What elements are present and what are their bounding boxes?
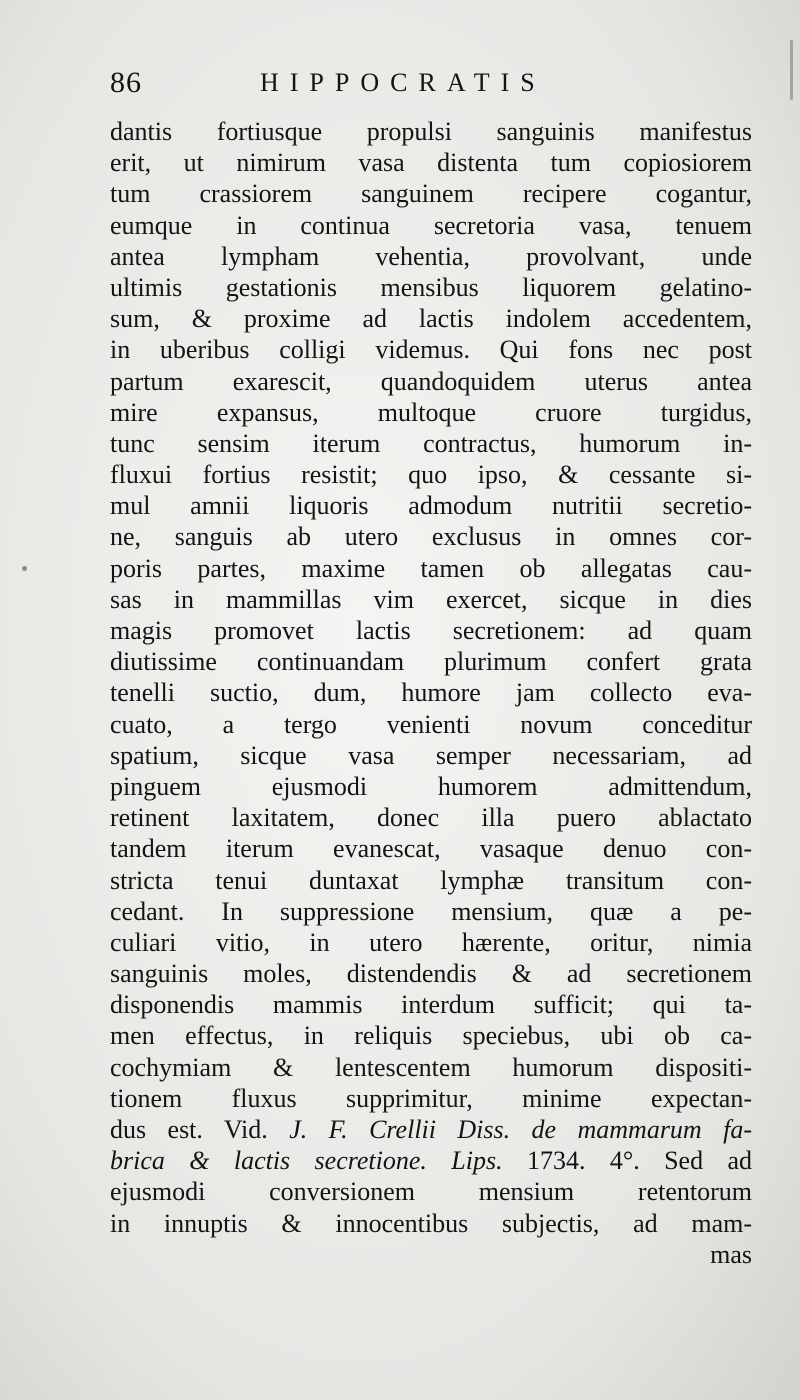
text-line: diutissime continuandam plurimum confert grata bbox=[110, 647, 752, 677]
text-line: men effectus, in reliquis speciebus, ubi ob ca- bbox=[110, 1021, 752, 1051]
text-line: in uberibus colligi videmus. Qui fons nec post bbox=[110, 335, 752, 365]
text-line: tunc sensim iterum contractus, humorum in- bbox=[110, 428, 752, 458]
citation-italic: brica & lactis secretione. Lips. bbox=[110, 1146, 503, 1176]
body-text bbox=[110, 116, 752, 1270]
text-line: mul amnii liquoris admodum nutritii secretio- bbox=[110, 491, 752, 521]
text-line: ne, sanguis ab utero exclusus in omnes cor- bbox=[110, 522, 752, 552]
text-line: magis promovet lactis secretionem: ad quam bbox=[110, 616, 752, 645]
text-line: fluxui fortius resistit; quo ipso, & cessante si- bbox=[110, 460, 752, 490]
text-line: cochymiam & lentescentem humorum dispositi- bbox=[110, 1052, 752, 1082]
citation-line bbox=[110, 1114, 752, 1145]
citation-line bbox=[110, 1145, 752, 1176]
text-line: tionem fluxus supprimitur, minime expectan- bbox=[110, 1083, 752, 1113]
page-header bbox=[110, 66, 670, 106]
text-line: culiari vitio, in utero hærente, oritur, nimia bbox=[110, 927, 752, 957]
text-line: tum crassiorem sanguinem recipere cogantur, bbox=[110, 179, 752, 209]
page-number: 86 bbox=[110, 66, 142, 99]
text-line: antea lympham vehentia, provolvant, unde bbox=[110, 241, 752, 271]
text-line: disponendis mammis interdum sufficit; qui ta- bbox=[110, 990, 752, 1020]
text-line: cedant. In suppressione mensium, quæ a pe- bbox=[110, 896, 752, 926]
text-line: partum exarescit, quandoquidem uterus antea bbox=[110, 366, 752, 396]
citation-italic: J. F. Crellii Diss. de mammarum fa- bbox=[289, 1115, 752, 1144]
text-line: cuato, a tergo venienti novum conceditur bbox=[110, 709, 752, 739]
text-line: ejusmodi conversionem mensium retentorum bbox=[110, 1177, 752, 1207]
text-line: sanguinis moles, distendendis & ad secretionem bbox=[110, 959, 752, 989]
text-line: erit, ut nimirum vasa distenta tum copiosiorem bbox=[110, 148, 752, 178]
paper-speck bbox=[22, 566, 27, 571]
text-line: poris partes, maxime tamen ob allegatas cau- bbox=[110, 553, 752, 583]
text-line: ultimis gestationis mensibus liquorem gelatino- bbox=[110, 272, 752, 302]
text-line: stricta tenui duntaxat lymphæ transitum con- bbox=[110, 865, 752, 895]
text-line: sum, & proxime ad lactis indolem accedentem, bbox=[110, 304, 752, 334]
text-segment: 1734. 4°. Sed ad bbox=[502, 1146, 752, 1176]
text-line: sas in mammillas vim exercet, sicque in dies bbox=[110, 584, 752, 614]
paper-speck bbox=[790, 40, 793, 100]
catchword: mas bbox=[710, 1239, 752, 1269]
running-head: HIPPOCRATIS bbox=[260, 68, 546, 97]
text-line: tenelli suctio, dum, humore jam collecto eva- bbox=[110, 678, 752, 708]
text-line: mire expansus, multoque cruore turgidus, bbox=[110, 397, 752, 427]
text-line: dantis fortiusque propulsi sanguinis manifestus bbox=[110, 117, 752, 146]
text-line: in innuptis & innocentibus subjectis, ad mam- bbox=[110, 1208, 752, 1238]
text-line: spatium, sicque vasa semper necessariam, ad bbox=[110, 740, 752, 770]
text-line: eumque in continua secretoria vasa, tenuem bbox=[110, 210, 752, 240]
text-segment: dus est. Vid. bbox=[110, 1115, 268, 1144]
text-line: tandem iterum evanescat, vasaque denuo con- bbox=[110, 834, 752, 864]
text-line: retinent laxitatem, donec illa puero ablactato bbox=[110, 803, 752, 833]
text-line: pinguem ejusmodi humorem admittendum, bbox=[110, 771, 752, 801]
